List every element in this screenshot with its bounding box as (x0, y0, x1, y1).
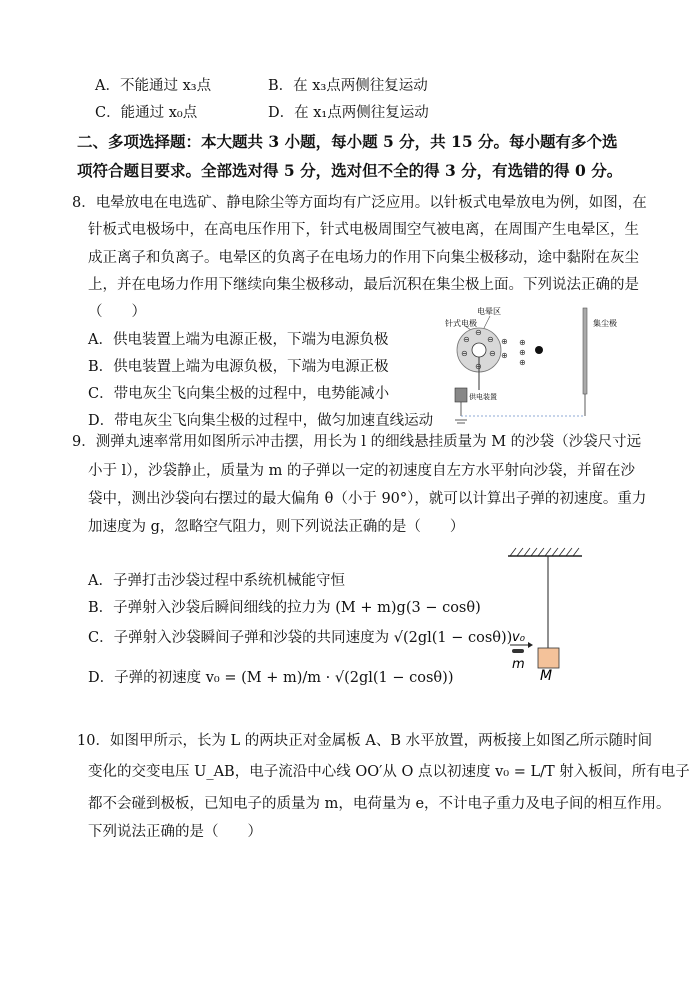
q9-option-c: C．子弹射入沙袋瞬间子弹和沙袋的共同速度为 √(2gl(1 − cosθ)) (88, 630, 513, 646)
collector-plate (583, 308, 587, 394)
collector-label: 集尘极 (593, 319, 617, 328)
negative-ion: ⊖ (475, 362, 482, 371)
bullet (512, 649, 524, 653)
velocity-label: v₀ (512, 630, 525, 645)
q10-stem-line3: 都不会碰到极板，已知电子的质量为 m，电荷量为 e，不计电子重力及电子间的相互作用。 (88, 796, 671, 812)
q8-stem-line2: 针板式电极场中，在高电压作用下，针式电极周围空气被电离，在周围产生电晕区，生 (88, 222, 639, 238)
positive-ion: ⊕ (519, 348, 526, 357)
section2-heading-line1: 二、多项选择题：本大题共 3 小题，每小题 5 分，共 15 分。每小题有多个选 (77, 132, 618, 151)
q8-option-d: D．带电灰尘飞向集尘极的过程中，做匀加速直线运动 (88, 413, 434, 429)
q8-stem-line1: 8．电晕放电在电选矿、静电除尘等方面均有广泛应用。以针板式电晕放电为例，如图，在 (72, 195, 647, 211)
q8-stem-line4: 上，并在电场力作用下继续向集尘极移动，最后沉积在集尘极上面。下列说法正确的是 (88, 277, 639, 293)
positive-ion: ⊕ (501, 351, 508, 360)
q10-stem-line1: 10．如图甲所示，长为 L 的两块正对金属板 A、B 水平放置，两板接上如图乙所示随时间 (77, 733, 653, 749)
section2-heading-line2: 项符合题目要求。全部选对得 5 分，选对但不全的得 3 分，有选错的得 0 分。 (77, 161, 623, 180)
q9-stem-line1: 9．测弹丸速率常用如图所示冲击摆，用长为 l 的细线悬挂质量为 M 的沙袋（沙袋尺寸远 (72, 434, 642, 450)
positive-ion: ⊕ (501, 337, 508, 346)
power-supply (455, 388, 467, 402)
negative-ion: ⊖ (461, 349, 468, 358)
sandbag-mass-label: M (540, 668, 553, 684)
q8-option-c: C．带电灰尘飞向集尘极的过程中，电势能减小 (88, 386, 390, 402)
q7-option-d: D．在 x₁点两侧往复运动 (268, 105, 429, 121)
q9-option-d: D．子弹的初速度 v₀ = (M + m)/m · √(2gl(1 − cosθ)) (88, 670, 454, 686)
positive-ion: ⊕ (519, 358, 526, 367)
q9-option-a: A．子弹打击沙袋过程中系统机械能守恒 (88, 573, 345, 589)
corona-discharge-figure (435, 300, 625, 430)
needle-electrode-label: 针式电极 (445, 319, 477, 328)
q7-option-b: B．在 x₃点两侧往复运动 (268, 78, 428, 94)
positive-ion: ⊕ (519, 338, 526, 347)
negative-ion: ⊖ (463, 335, 470, 344)
power-supply-label: 供电装置 (469, 393, 497, 401)
q8-stem-line3: 成正离子和负离子。电晕区的负离子在电场力的作用下向集尘极移动，途中黏附在灰尘 (88, 250, 639, 266)
q9-option-b: B．子弹射入沙袋后瞬间细线的拉力为 (M + m)g(3 − cosθ) (88, 600, 481, 616)
negative-ion: ⊖ (475, 328, 482, 337)
q7-option-a: A．不能通过 x₃点 (95, 78, 212, 94)
q10-stem-line4: 下列说法正确的是（ ） (88, 824, 262, 840)
negative-ion: ⊖ (489, 349, 496, 358)
dust-particle (535, 346, 543, 354)
q9-stem-line3: 袋中，测出沙袋向右摆过的最大偏角 θ（小于 90°），就可以计算出子弹的初速度。重力 (88, 491, 647, 507)
corona-zone-label: 电晕区 (477, 307, 501, 316)
q8-option-a: A．供电装置上端为电源正极，下端为电源负极 (88, 332, 389, 348)
needle-electrode (472, 343, 486, 357)
q9-stem-line2: 小于 l），沙袋静止，质量为 m 的子弹以一定的初速度自左方水平射向沙袋，并留在沙 (88, 463, 635, 479)
q9-stem-line4: 加速度为 g，忽略空气阻力，则下列说法正确的是（ ） (88, 519, 465, 535)
q8-option-b: B．供电装置上端为电源负极，下端为电源正极 (88, 359, 389, 375)
bullet-mass-label: m (512, 657, 525, 672)
q7-option-c: C．能通过 x₀点 (95, 105, 198, 121)
negative-ion: ⊖ (487, 335, 494, 344)
sandbag (538, 648, 559, 668)
q10-stem-line2: 变化的交变电压 U_AB，电子流沿中心线 OO′从 O 点以初速度 v₀ = L/T 射入板间，所有电子 (88, 764, 690, 780)
q8-stem-line5: （ ） (88, 304, 146, 320)
ballistic-pendulum-figure (500, 544, 620, 684)
